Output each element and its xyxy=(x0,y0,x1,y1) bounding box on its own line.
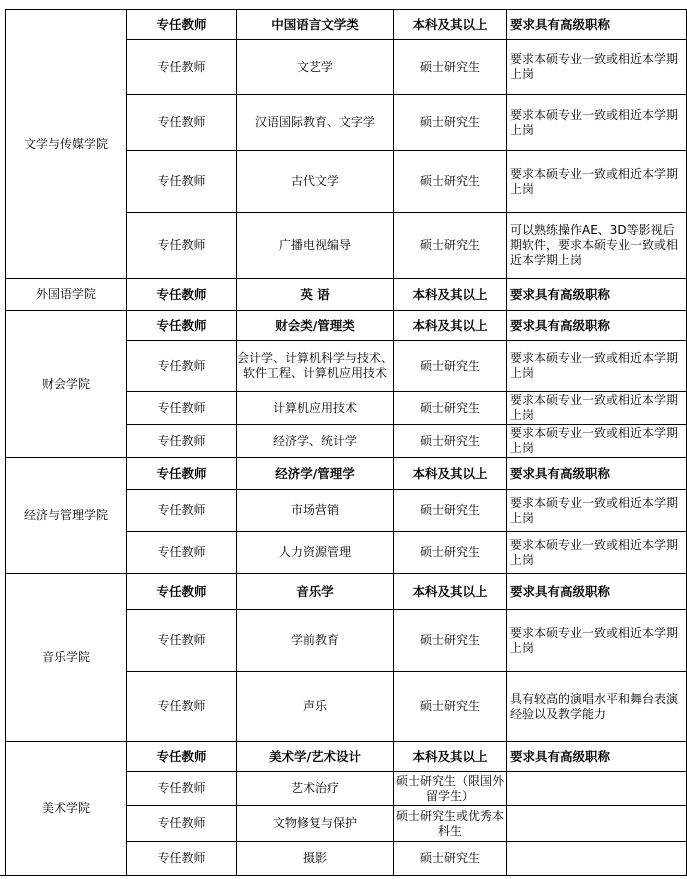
note-cell-text: 要求具有高级职称 xyxy=(510,466,611,481)
post-cell-text: 专任教师 xyxy=(156,749,207,764)
major-cell xyxy=(236,212,393,278)
degree-cell-text: 硕士研究生（限国外留学生） xyxy=(395,773,504,803)
note-cell xyxy=(506,489,687,531)
degree-cell-text: 硕士研究生 xyxy=(419,433,480,448)
note-cell xyxy=(506,457,687,489)
note-cell-text: 要求具有高级职称 xyxy=(510,318,611,333)
post-cell-text: 专任教师 xyxy=(157,545,206,559)
note-cell-text: 要求本硕专业一致或相近本学期上岗 xyxy=(510,495,679,525)
note-cell xyxy=(506,310,687,340)
degree-cell xyxy=(393,391,506,424)
major-cell-text: 市场营销 xyxy=(290,503,339,517)
college-cell-text: 音乐学院 xyxy=(41,650,90,664)
major-cell xyxy=(236,573,393,609)
degree-cell xyxy=(393,489,506,531)
note-cell xyxy=(506,424,687,457)
note-cell-text: 要求本硕专业一致或相近本学期上岗 xyxy=(510,351,679,380)
major-cell-text: 文艺学 xyxy=(296,59,333,74)
major-cell-text: 文物修复与保护 xyxy=(272,816,357,830)
note-cell-text: 要求本硕专业一致或相近本学期上岗 xyxy=(510,625,679,655)
note-cell xyxy=(506,531,687,573)
major-cell-text: 艺术治疗 xyxy=(290,781,339,795)
post-cell-text: 专任教师 xyxy=(156,17,207,32)
post-cell-text: 专任教师 xyxy=(157,851,206,865)
note-cell-text: 可以熟练操作AE、3D等影视后期软件，要求本硕专业一致或相近本学期上岗 xyxy=(510,223,679,267)
college-cell xyxy=(5,457,126,573)
major-cell-text: 音乐学 xyxy=(296,584,334,599)
degree-cell xyxy=(393,771,506,805)
major-cell xyxy=(236,841,393,875)
major-cell xyxy=(236,9,393,39)
degree-cell-text: 硕士研究生 xyxy=(419,115,480,129)
post-cell xyxy=(126,424,236,457)
degree-cell-text: 硕士研究生 xyxy=(419,503,480,517)
note-cell-text: 要求具有高级职称 xyxy=(510,17,611,32)
degree-cell xyxy=(393,9,506,39)
degree-cell xyxy=(393,340,506,391)
major-cell xyxy=(236,39,393,94)
post-cell xyxy=(126,573,236,609)
degree-cell-text: 本科及其以上 xyxy=(412,287,488,302)
note-cell xyxy=(506,212,687,278)
major-cell xyxy=(236,805,393,841)
degree-cell-text: 本科及其以上 xyxy=(412,318,488,333)
note-cell xyxy=(506,609,687,671)
note-cell-text: 要求具有高级职称 xyxy=(510,749,611,764)
college-cell-text: 外国语学院 xyxy=(35,287,96,301)
degree-cell xyxy=(393,457,506,489)
college-cell xyxy=(5,741,126,875)
post-cell-text: 专任教师 xyxy=(156,466,207,481)
major-cell xyxy=(236,609,393,671)
degree-cell xyxy=(393,805,506,841)
post-cell xyxy=(126,391,236,424)
major-cell-text: 学前教育 xyxy=(290,633,339,647)
major-cell xyxy=(236,531,393,573)
post-cell xyxy=(126,39,236,94)
post-cell-text: 专任教师 xyxy=(157,816,206,830)
college-cell-text: 经济与管理学院 xyxy=(23,508,108,522)
college-cell-text: 财会学院 xyxy=(41,376,90,391)
post-cell-text: 专任教师 xyxy=(157,115,206,129)
major-cell-text: 英 语 xyxy=(300,287,330,302)
post-cell xyxy=(126,841,236,875)
note-cell xyxy=(506,94,687,150)
degree-cell-text: 硕士研究生 xyxy=(419,545,480,559)
post-cell xyxy=(126,340,236,391)
major-cell-text: 经济学/管理学 xyxy=(275,466,355,481)
post-cell-text: 专任教师 xyxy=(157,174,206,188)
note-cell-text: 具有较高的演唱水平和舞台表演经验以及教学能力 xyxy=(510,691,679,721)
note-cell xyxy=(506,841,687,875)
post-cell-text: 专任教师 xyxy=(157,503,206,517)
post-cell xyxy=(126,771,236,805)
degree-cell-text: 本科及其以上 xyxy=(412,584,488,599)
college-cell-text: 美术学院 xyxy=(41,801,90,815)
post-cell-text: 专任教师 xyxy=(157,433,206,448)
note-cell-text: 要求具有高级职称 xyxy=(510,287,611,302)
post-cell xyxy=(126,94,236,150)
note-cell xyxy=(506,671,687,741)
degree-cell xyxy=(393,531,506,573)
major-cell xyxy=(236,340,393,391)
degree-cell-text: 硕士研究生 xyxy=(419,851,480,865)
major-cell xyxy=(236,424,393,457)
college-cell xyxy=(5,9,126,278)
degree-cell xyxy=(393,609,506,671)
post-cell xyxy=(126,531,236,573)
major-cell xyxy=(236,391,393,424)
degree-cell-text: 硕士研究生 xyxy=(419,633,480,647)
post-cell-text: 专任教师 xyxy=(156,287,207,302)
post-cell-text: 专任教师 xyxy=(157,633,206,647)
note-cell xyxy=(506,340,687,391)
post-cell xyxy=(126,609,236,671)
degree-cell xyxy=(393,94,506,150)
degree-cell xyxy=(393,671,506,741)
college-cell xyxy=(5,573,126,741)
degree-cell xyxy=(393,424,506,457)
degree-cell xyxy=(393,212,506,278)
post-cell-text: 专任教师 xyxy=(157,699,206,713)
note-cell-text: 要求本硕专业一致或相近本学期上岗 xyxy=(510,107,679,137)
degree-cell xyxy=(393,573,506,609)
note-cell xyxy=(506,573,687,609)
post-cell xyxy=(126,805,236,841)
major-cell xyxy=(236,310,393,340)
major-cell-text: 人力资源管理 xyxy=(278,545,351,559)
post-cell xyxy=(126,278,236,310)
major-cell-text: 计算机应用技术 xyxy=(272,400,357,415)
degree-cell-text: 硕士研究生 xyxy=(419,358,480,373)
degree-cell-text: 本科及其以上 xyxy=(412,749,488,764)
note-cell xyxy=(506,9,687,39)
major-cell-text: 汉语国际教育、文字学 xyxy=(254,115,375,129)
major-cell xyxy=(236,489,393,531)
post-cell xyxy=(126,671,236,741)
major-cell-text: 会计学、计算机科学与技术、软件工程、计算机应用技术 xyxy=(237,351,393,380)
major-cell-text: 中国语言文学类 xyxy=(271,17,359,32)
note-cell-text: 要求本硕专业一致或相近本学期上岗 xyxy=(510,426,679,455)
degree-cell-text: 硕士研究生 xyxy=(419,400,480,415)
table-bottom-border xyxy=(0,875,687,876)
note-cell xyxy=(506,391,687,424)
post-cell xyxy=(126,741,236,771)
note-cell xyxy=(506,150,687,212)
post-cell-text: 专任教师 xyxy=(157,781,206,795)
note-cell-text: 要求本硕专业一致或相近本学期上岗 xyxy=(510,393,679,422)
degree-cell-text: 硕士研究生 xyxy=(419,174,480,188)
major-cell-text: 财会类/管理类 xyxy=(275,318,355,333)
degree-cell xyxy=(393,841,506,875)
note-cell xyxy=(506,39,687,94)
note-cell-text: 要求本硕专业一致或相近本学期上岗 xyxy=(510,52,679,81)
degree-cell xyxy=(393,278,506,310)
post-cell xyxy=(126,489,236,531)
post-cell xyxy=(126,212,236,278)
college-cell xyxy=(5,278,126,310)
note-cell xyxy=(506,278,687,310)
note-cell xyxy=(506,741,687,771)
degree-cell-text: 本科及其以上 xyxy=(412,17,488,32)
degree-cell-text: 硕士研究生 xyxy=(419,238,480,252)
major-cell-text: 古代文学 xyxy=(290,174,339,188)
post-cell-text: 专任教师 xyxy=(157,238,206,252)
degree-cell xyxy=(393,39,506,94)
degree-cell xyxy=(393,150,506,212)
major-cell-text: 美术学/艺术设计 xyxy=(268,749,362,764)
post-cell-text: 专任教师 xyxy=(156,318,207,333)
degree-cell-text: 本科及其以上 xyxy=(412,466,488,481)
major-cell xyxy=(236,150,393,212)
note-cell-text: 要求本硕专业一致或相近本学期上岗 xyxy=(510,166,679,196)
post-cell-text: 专任教师 xyxy=(157,400,206,415)
major-cell xyxy=(236,771,393,805)
major-cell xyxy=(236,278,393,310)
note-cell xyxy=(506,805,687,841)
post-cell xyxy=(126,310,236,340)
post-cell xyxy=(126,9,236,39)
college-cell xyxy=(5,310,126,457)
degree-cell-text: 硕士研究生 xyxy=(419,59,480,74)
major-cell-text: 广播电视编导 xyxy=(278,238,351,252)
post-cell-text: 专任教师 xyxy=(157,59,206,74)
note-cell-text: 要求具有高级职称 xyxy=(510,584,611,599)
degree-cell-text: 硕士研究生 xyxy=(419,699,480,713)
post-cell-text: 专任教师 xyxy=(157,358,206,373)
post-cell-text: 专任教师 xyxy=(156,584,207,599)
post-cell xyxy=(126,150,236,212)
college-cell-text: 文学与传媒学院 xyxy=(23,136,108,151)
major-cell xyxy=(236,671,393,741)
note-cell-text: 要求本硕专业一致或相近本学期上岗 xyxy=(510,537,679,567)
major-cell-text: 声乐 xyxy=(302,699,327,713)
major-cell xyxy=(236,741,393,771)
degree-cell xyxy=(393,741,506,771)
note-cell xyxy=(506,771,687,805)
degree-cell xyxy=(393,310,506,340)
major-cell-text: 经济学、统计学 xyxy=(272,433,357,448)
major-cell xyxy=(236,94,393,150)
post-cell xyxy=(126,457,236,489)
major-cell-text: 摄影 xyxy=(302,851,327,865)
major-cell xyxy=(236,457,393,489)
degree-cell-text: 硕士研究生或优秀本科生 xyxy=(395,808,504,838)
